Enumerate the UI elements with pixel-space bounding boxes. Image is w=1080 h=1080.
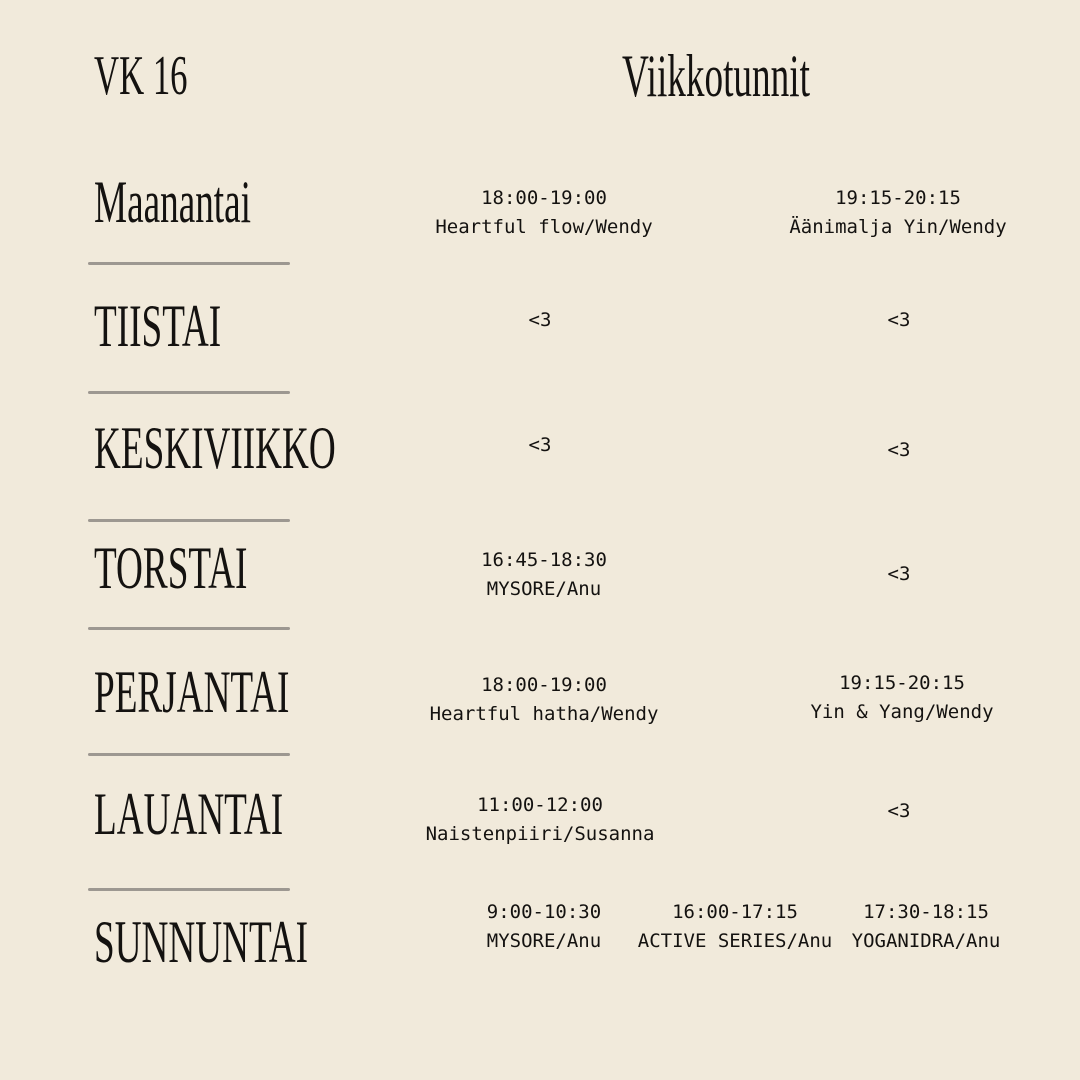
- slot-time: 17:30-18:15: [863, 901, 989, 923]
- day-label-sunnuntai: SUNNUNTAI: [94, 909, 309, 975]
- day-label-torstai: TORSTAI: [94, 535, 248, 601]
- day-label-perjantai: PERJANTAI: [94, 659, 290, 725]
- divider: [88, 262, 290, 265]
- divider: [88, 627, 290, 630]
- day-label-keskiviikko: KESKIVIIKKO: [94, 415, 336, 481]
- heart-placeholder: <3: [887, 439, 911, 461]
- day-label-lauantai: LAUANTAI: [94, 781, 284, 847]
- slot-time: 16:00-17:15: [672, 901, 798, 923]
- heart-placeholder: <3: [887, 563, 911, 585]
- slot-class: Yin & Yang/Wendy: [810, 701, 994, 723]
- heart-placeholder: <3: [528, 434, 552, 456]
- slot-time: 11:00-12:00: [477, 794, 603, 816]
- day-label-tiistai: TIISTAI: [94, 293, 222, 359]
- divider: [88, 519, 290, 522]
- slot-class: Naistenpiiri/Susanna: [425, 823, 655, 845]
- slot-time: 19:15-20:15: [839, 672, 965, 694]
- class-slot: [846, 898, 1006, 956]
- slot-class: YOGANIDRA/Anu: [851, 930, 1001, 952]
- class-slot: [424, 546, 664, 604]
- slot-class: Heartful flow/Wendy: [435, 216, 653, 238]
- class-slot: [782, 669, 1022, 727]
- heart-placeholder: <3: [887, 309, 911, 331]
- slot-class: ACTIVE SERIES/Anu: [637, 930, 833, 952]
- week-label: VK 16: [94, 45, 188, 107]
- heart-placeholder: <3: [887, 800, 911, 822]
- page-title: Viikkotunnit: [622, 43, 810, 109]
- slot-class: Heartful hatha/Wendy: [429, 703, 659, 725]
- slot-class: MYSORE/Anu: [486, 930, 602, 952]
- class-slot: [626, 898, 844, 956]
- divider: [88, 753, 290, 756]
- slot-time: 19:15-20:15: [835, 187, 961, 209]
- class-slot: [778, 184, 1018, 242]
- slot-class: MYSORE/Anu: [486, 578, 602, 600]
- class-slot: [424, 671, 664, 729]
- class-slot: [424, 184, 664, 242]
- heart-placeholder: <3: [528, 309, 552, 331]
- slot-time: 9:00-10:30: [486, 901, 602, 923]
- slot-class: Äänimalja Yin/Wendy: [789, 216, 1007, 238]
- day-label-maanantai: Maanantai: [94, 169, 251, 235]
- slot-time: 18:00-19:00: [481, 187, 607, 209]
- divider: [88, 888, 290, 891]
- divider: [88, 391, 290, 394]
- class-slot: [420, 791, 660, 849]
- slot-time: 16:45-18:30: [481, 549, 607, 571]
- slot-time: 18:00-19:00: [481, 674, 607, 696]
